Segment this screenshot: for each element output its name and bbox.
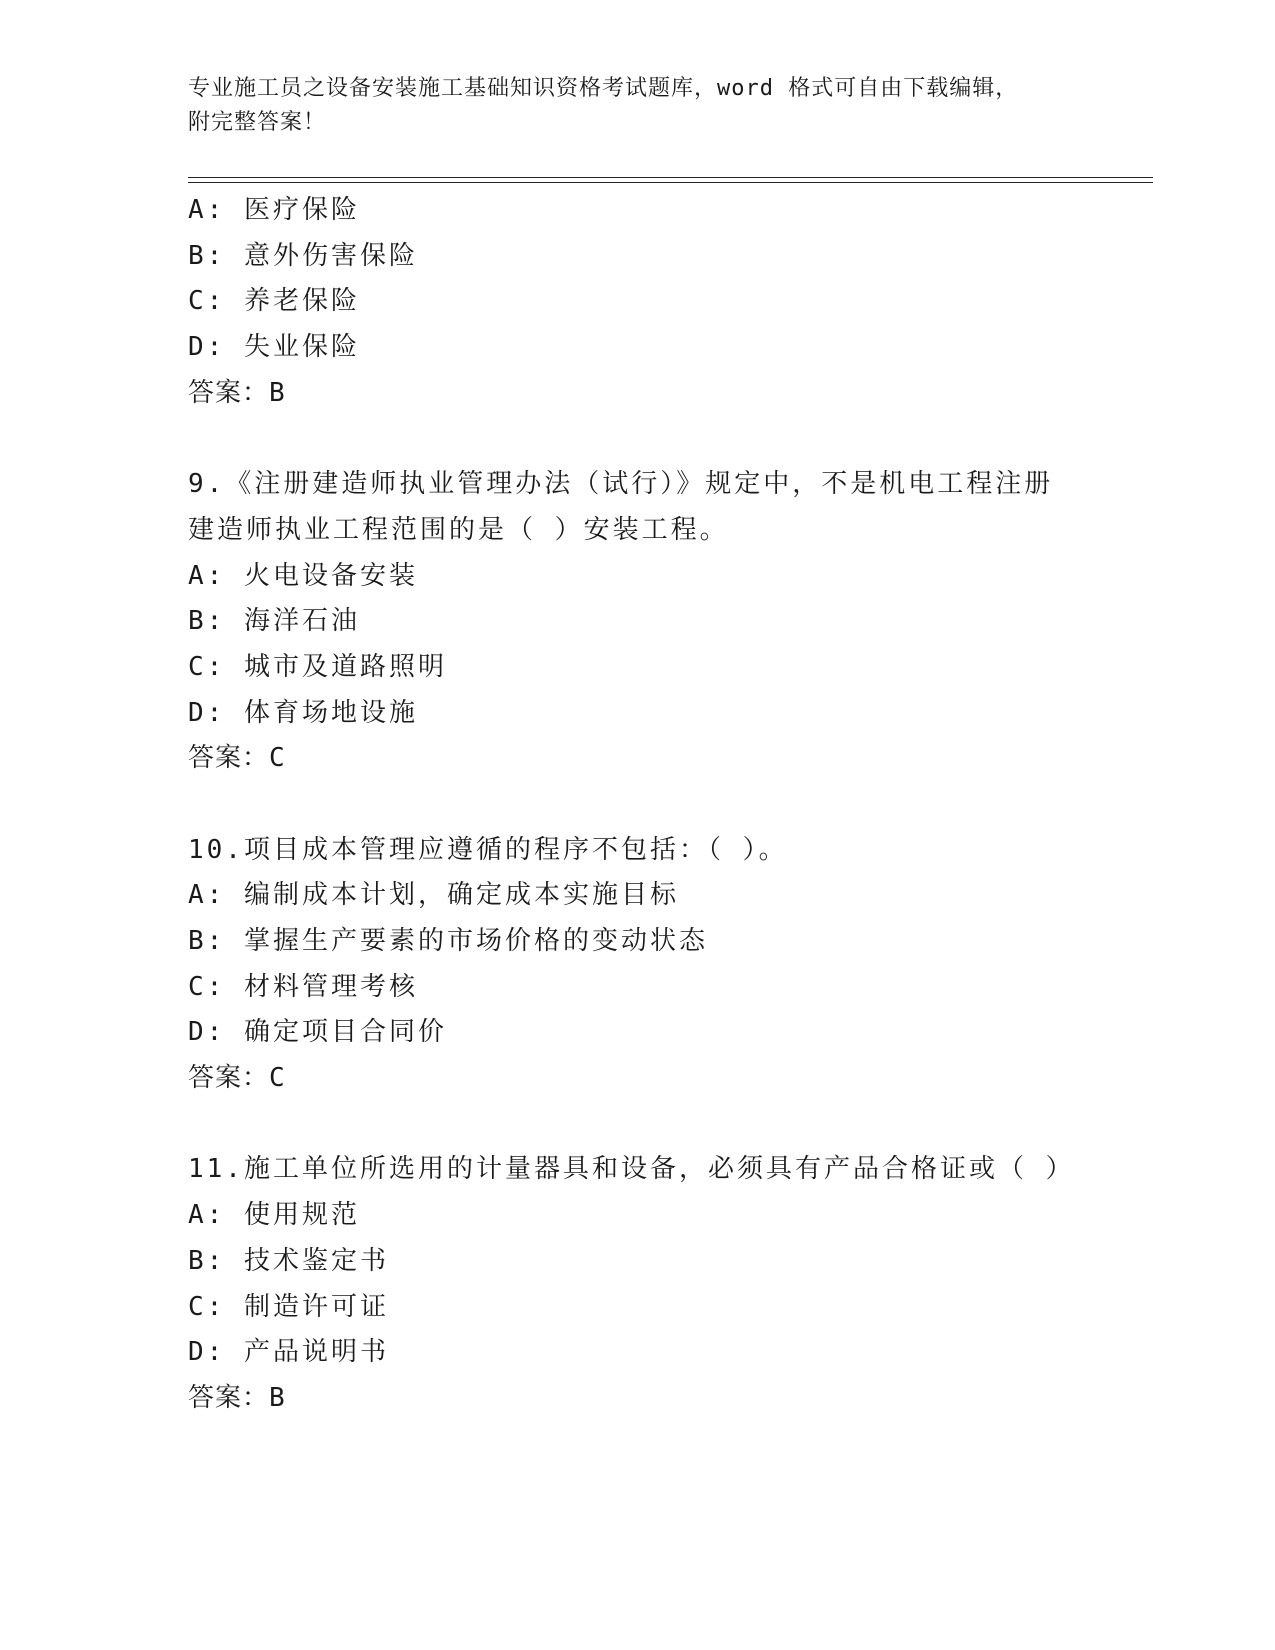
question-text-line-1: 9.《注册建造师执业管理办法（试行）》规定中，不是机电工程注册: [188, 469, 1054, 500]
option-b: B: 海洋石油: [188, 606, 360, 637]
spacer: [188, 1102, 1148, 1148]
option-d: D: 体育场地设施: [188, 697, 418, 728]
answer: 答案：B: [188, 1382, 286, 1413]
answer: 答案：C: [188, 743, 286, 774]
header-divider-bottom: [188, 182, 1153, 183]
option-d: D: 产品说明书: [188, 1337, 389, 1368]
option-c: C: 城市及道路照明: [188, 651, 447, 682]
header-divider-top: [188, 177, 1153, 178]
option-a: A: 医疗保险: [188, 195, 360, 225]
question-10: [188, 828, 1148, 1102]
answer: 答案：B: [188, 377, 286, 408]
option-c: C: 制造许可证: [188, 1291, 389, 1322]
option-a: A: 编制成本计划，确定成本实施目标: [188, 880, 679, 911]
question-9: [188, 462, 1148, 782]
option-b: B: 掌握生产要素的市场价格的变动状态: [188, 926, 708, 956]
question-text-line-2: 建造师执业工程范围的是（ ）安装工程。: [188, 514, 729, 545]
question-text-line-1: 11.施工单位所选用的计量器具和设备，必须具有产品合格证或（ ）: [188, 1154, 1075, 1185]
question-11: [188, 1147, 1148, 1421]
option-c: C: 养老保险: [188, 286, 360, 317]
option-c: C: 材料管理考核: [188, 971, 418, 1002]
spacer: [188, 782, 1148, 828]
option-d: D: 失业保险: [188, 332, 360, 363]
document-header: [188, 72, 1148, 140]
header-line-1: 专业施工员之设备安装施工基础知识资格考试题库，word 格式可自由下载编辑，: [188, 76, 1019, 101]
question-8: [188, 188, 1148, 416]
question-text-line-1: 10.项目成本管理应遵循的程序不包括：（ ）。: [188, 834, 788, 865]
option-a: A: 火电设备安装: [188, 560, 418, 591]
option-a: A: 使用规范: [188, 1200, 360, 1231]
answer: 答案：C: [188, 1063, 286, 1094]
option-d: D: 确定项目合同价: [188, 1017, 447, 1048]
question-list: [188, 188, 1148, 1422]
header-line-2: 附完整答案！: [188, 110, 327, 135]
option-b: B: 意外伤害保险: [188, 240, 418, 271]
option-b: B: 技术鉴定书: [188, 1245, 389, 1276]
spacer: [188, 416, 1148, 462]
